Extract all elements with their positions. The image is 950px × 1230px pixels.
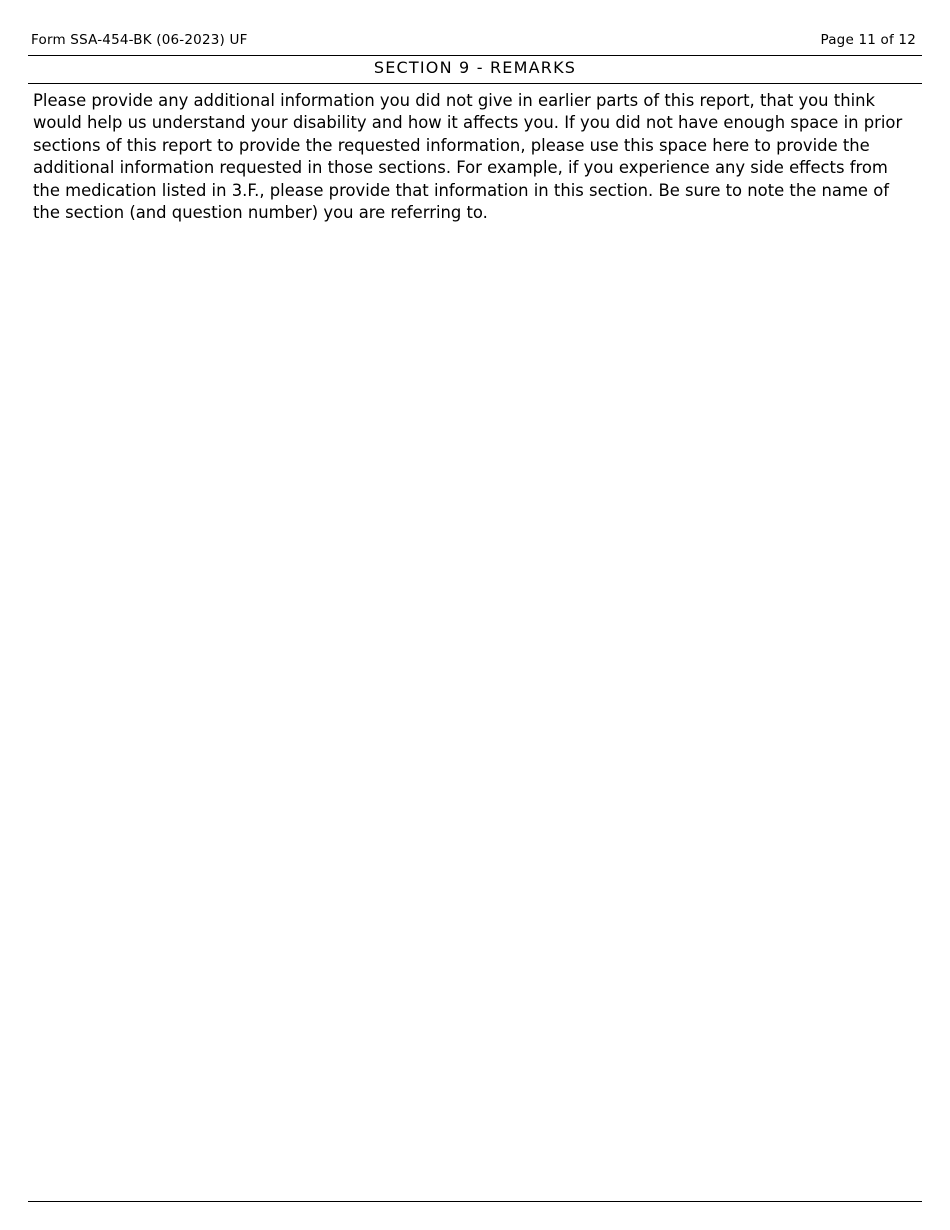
page-number: Page 11 of 12: [820, 32, 916, 48]
form-identifier: Form SSA-454-BK (06-2023) UF: [31, 32, 248, 48]
section-title-divider: [28, 83, 922, 84]
header-divider: [28, 55, 922, 56]
footer-divider: [28, 1201, 922, 1202]
section-instructions: Please provide any additional information you did not give in earlier parts of this report, that you think would help us understand your disability and how it affects you. If you did not have enough space in prior sections of this report to provide the requested information, please use this space here to provide the additional information requested in those sections. For example, if you experience any side effects from the medication listed in 3.F., please provide that information in this section. Be sure to note the name of the section (and question number) you are referring to.: [33, 91, 903, 223]
section-title: SECTION 9 - REMARKS: [373, 58, 577, 77]
remarks-text-area[interactable]: [28, 232, 922, 1192]
